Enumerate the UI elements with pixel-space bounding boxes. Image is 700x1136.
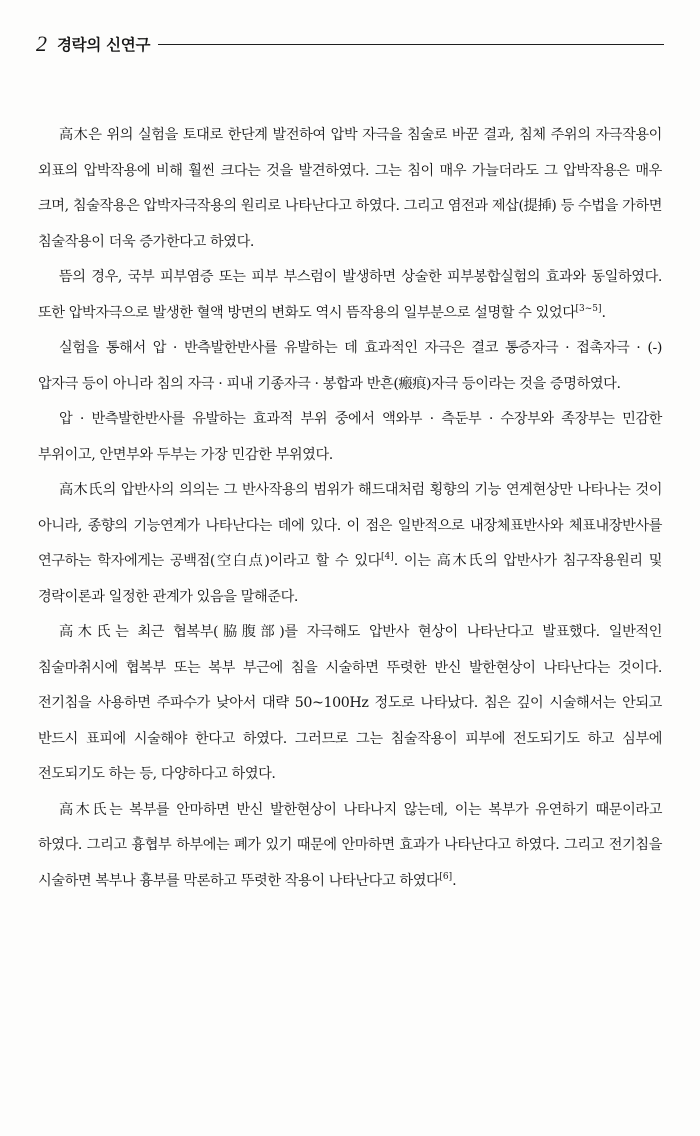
paragraph-text: 高木氏는 최근 협복부(脇腹部)를 자극해도 압반사 현상이 나타난다고 발표했다. 일반적인 침술마취시에 협복부 또는 복부 부근에 침을 시술하면 뚜렷한 반신 발한현상이 나타난다는 것이다. 전기침을 사용하면 주파수가 낮아서 대략 50~100Hz 정도로 나타났다. 침은 깊이 시술해서는 안되고 반드시 표피에 시술해야 한다고 하였다. 그러므로 그는 침술작용이 피부에 전도되기도 하고 심부에 전도되기도 하는 등, 다양하다고 하였다. [38,624,662,782]
page-number: 2 [36,31,47,56]
paragraph-text: 高木은 위의 실험을 토대로 한단계 발전하여 압박 자극을 침술로 바꾼 결과, 침체 주위의 자극작용이 외표의 압박작용에 비해 훨씬 크다는 것을 발견하였다. 그는 침이 매우 가늘더라도 그 압박작용은 매우 크며, 침술작용은 압박자극작용의 원리로 나타난다고 하였다. 그리고 염전과 제삽(提揷) 등 수법을 가하면 침술작용이 더욱 증가한다고 하였다. [38,127,662,250]
paragraph-3 [38,331,662,402]
running-header [36,28,664,60]
paragraph-text: 실험을 통해서 압 · 반측발한반사를 유발하는 데 효과적인 자극은 결코 통증자극 · 접촉자극 · (-)압자극 등이 아니라 침의 자극 · 피내 기종자극 · 봉합과 반흔(瘢痕)자극 등이라는 것을 증명하였다. [38,340,662,392]
reference-marker: [6] [439,871,453,882]
paragraph-2 [38,260,662,331]
paragraph-tail: . [601,304,606,321]
paragraph-tail: . [452,872,457,889]
paragraph-5 [38,473,662,615]
paragraph-text: 뜸의 경우, 국부 피부염증 또는 피부 부스럼이 발생하면 상술한 피부봉합실험의 효과와 동일하였다. 또한 압박자극으로 발생한 혈액 방면의 변화도 역시 뜸작용의 일부분으로 설명할 수 있었다 [38,269,662,321]
paragraph-6 [38,615,662,793]
reference-marker: [4] [380,552,394,562]
header-rule [158,44,664,45]
body-text [38,118,662,899]
paragraph-4 [38,402,662,473]
paragraph-tail: . 이는 高木氏의 압반사가 침구작용원리 및 경락이론과 일정한 관계가 있음을 말해준다. [38,553,662,605]
chapter-title: 경락의 신연구 [57,36,151,54]
paragraph-7 [38,793,662,900]
paragraph-1 [38,118,662,260]
paragraph-text: 압 · 반측발한반사를 유발하는 효과적 부위 중에서 액와부 · 측둔부 · 수장부와 족장부는 민감한 부위이고, 안면부와 두부는 가장 민감한 부위였다. [38,411,662,463]
paragraph-text: 高木氏는 복부를 안마하면 반신 발한현상이 나타나지 않는데, 이는 복부가 유연하기 때문이라고 하였다. 그리고 흉협부 하부에는 폐가 있기 때문에 안마하면 효과가 나타난다고 하였다. 그리고 전기침을 시술하면 복부나 흉부를 막론하고 뚜렷한 작용이 나타난다고 하였다 [38,801,662,889]
reference-marker: [3~5] [575,303,602,314]
paragraph-text: 高木氏의 압반사의 의의는 그 반사작용의 범위가 해드대처럼 횡향의 기능 연계현상만 나타나는 것이 아니라, 종향의 기능연계가 나타난다는 데에 있다. 이 점은 일반적으로 내장체표반사와 체표내장반사를 연구하는 학자에게는 공백점(空白点)이라고 할 수 있다 [38,482,662,569]
